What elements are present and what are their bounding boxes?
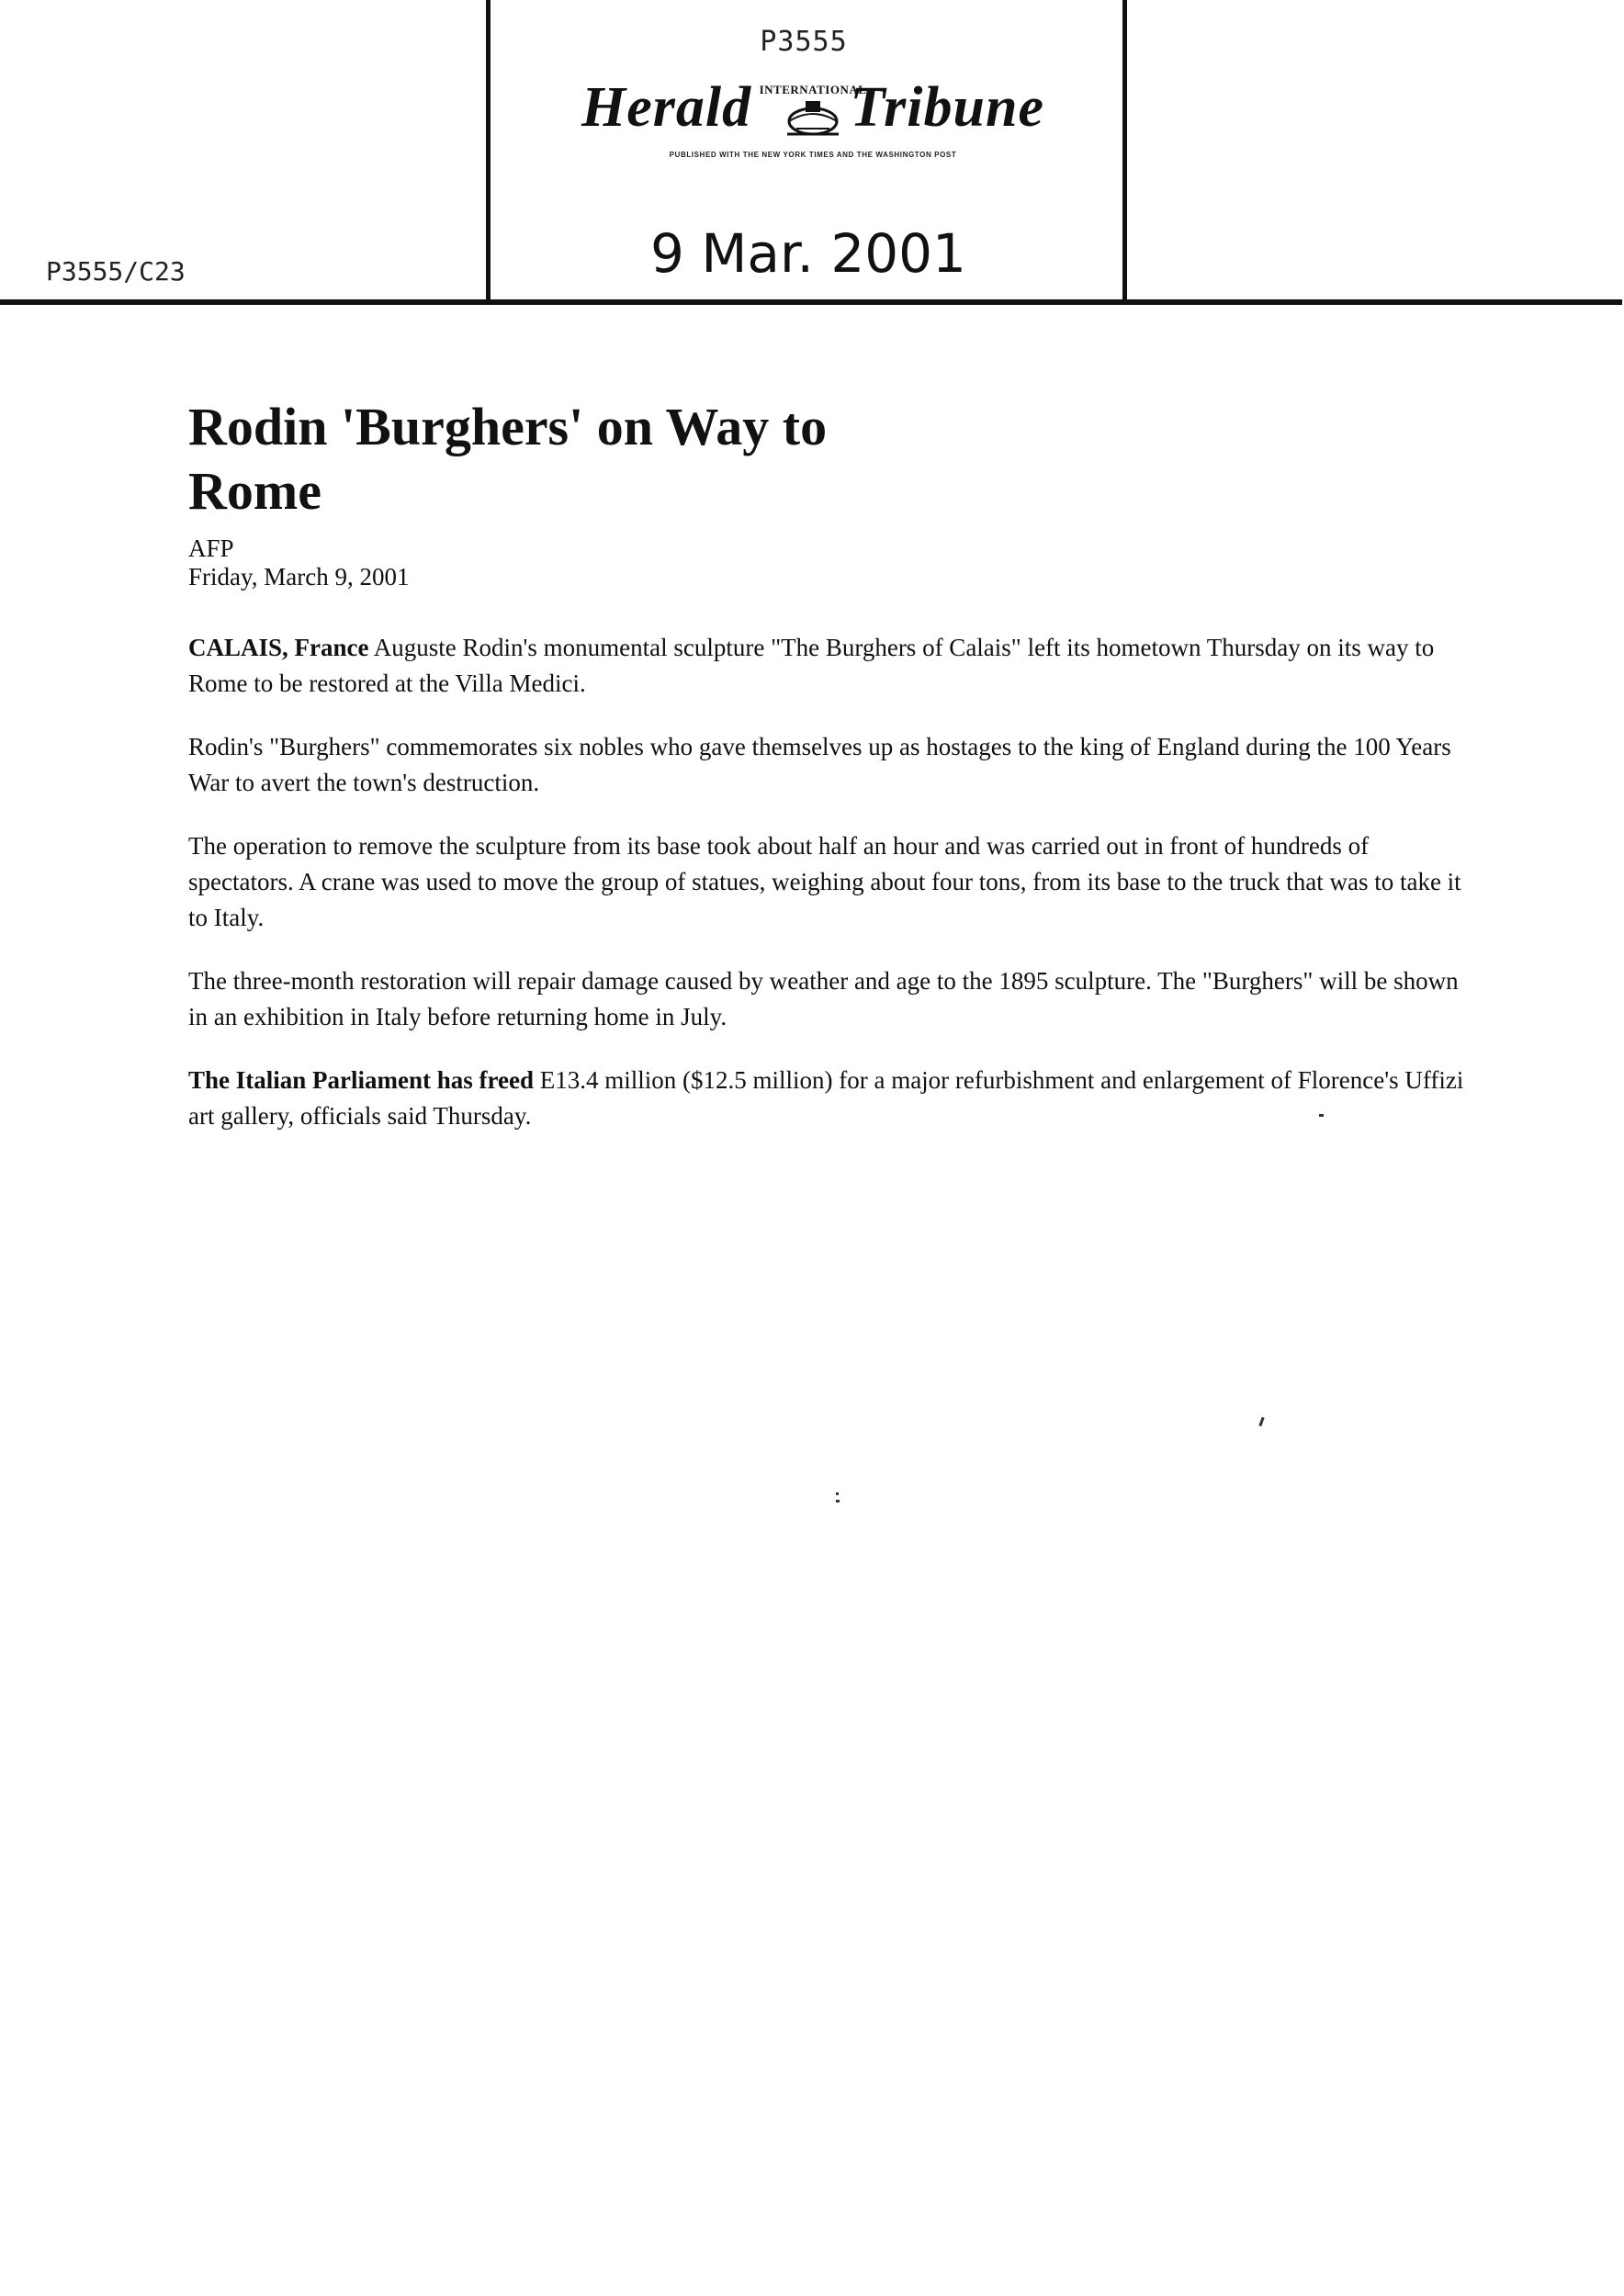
newspaper-masthead (574, 72, 1052, 173)
scan-speck (1319, 1114, 1324, 1117)
clipping-header (0, 0, 1624, 307)
article-paragraph-4 (188, 963, 1474, 1035)
scan-speck (836, 1492, 839, 1495)
globe-emblem-icon (784, 97, 842, 138)
masthead-tribune: Tribune (850, 76, 1044, 139)
masthead-tagline: PUBLISHED WITH THE NEW YORK TIMES AND THE WASHINGTON POST (669, 151, 957, 159)
clipping-code: P3555/C23 (46, 256, 186, 287)
masthead-international: INTERNATIONAL (759, 83, 867, 96)
paragraph-text: Rodin's "Burghers" commemorates six nobles who gave themselves up as hostages to the king of England during the 100 Years War to avert the town's destruction. (188, 733, 1451, 796)
scan-speck (836, 1500, 840, 1503)
article-paragraph-1 (188, 630, 1474, 702)
header-bottom-rule (0, 299, 1622, 305)
article-paragraph-3 (188, 828, 1474, 936)
article-dateline: Friday, March 9, 2001 (188, 563, 410, 591)
paragraph-text: The three-month restoration will repair damage caused by weather and age to the 1895 sculpture. The "Burghers" will be shown in an exhibition in Italy before returning home in July. (188, 967, 1459, 1030)
scan-speck (1258, 1417, 1264, 1426)
paragraph-lead: CALAIS, France (188, 634, 369, 661)
article-paragraph-2 (188, 729, 1474, 801)
paragraph-text: The operation to remove the sculpture from its base took about half an hour and was carried out in front of hundreds of spectators. A crane was used to move the group of statues, weighing about four tons, from its base to the truck that was to take it to Italy. (188, 832, 1461, 931)
clipping-date: 9 Mar. 2001 (650, 222, 966, 285)
header-divider-left (486, 0, 491, 301)
article-paragraph-5 (188, 1063, 1474, 1134)
paragraph-text: E13.4 million ($12.5 million) for a major refurbishment and enlargement of Florence's Uffizi art gallery, officials said Thursday. (188, 1066, 1464, 1130)
article-headline: Rodin 'Burghers' on Way to Rome (188, 397, 828, 521)
reference-code: P3555 (760, 26, 848, 58)
masthead-herald: Herald (581, 76, 752, 139)
paragraph-lead: The Italian Parliament has freed (188, 1066, 534, 1094)
article (188, 395, 1474, 1134)
paragraph-text: Auguste Rodin's monumental sculpture "The Burghers of Calais" left its hometown Thursday on its way to Rome to be restored at the Villa Medici. (188, 634, 1435, 697)
article-byline: AFP (188, 535, 234, 562)
header-divider-right (1122, 0, 1127, 301)
